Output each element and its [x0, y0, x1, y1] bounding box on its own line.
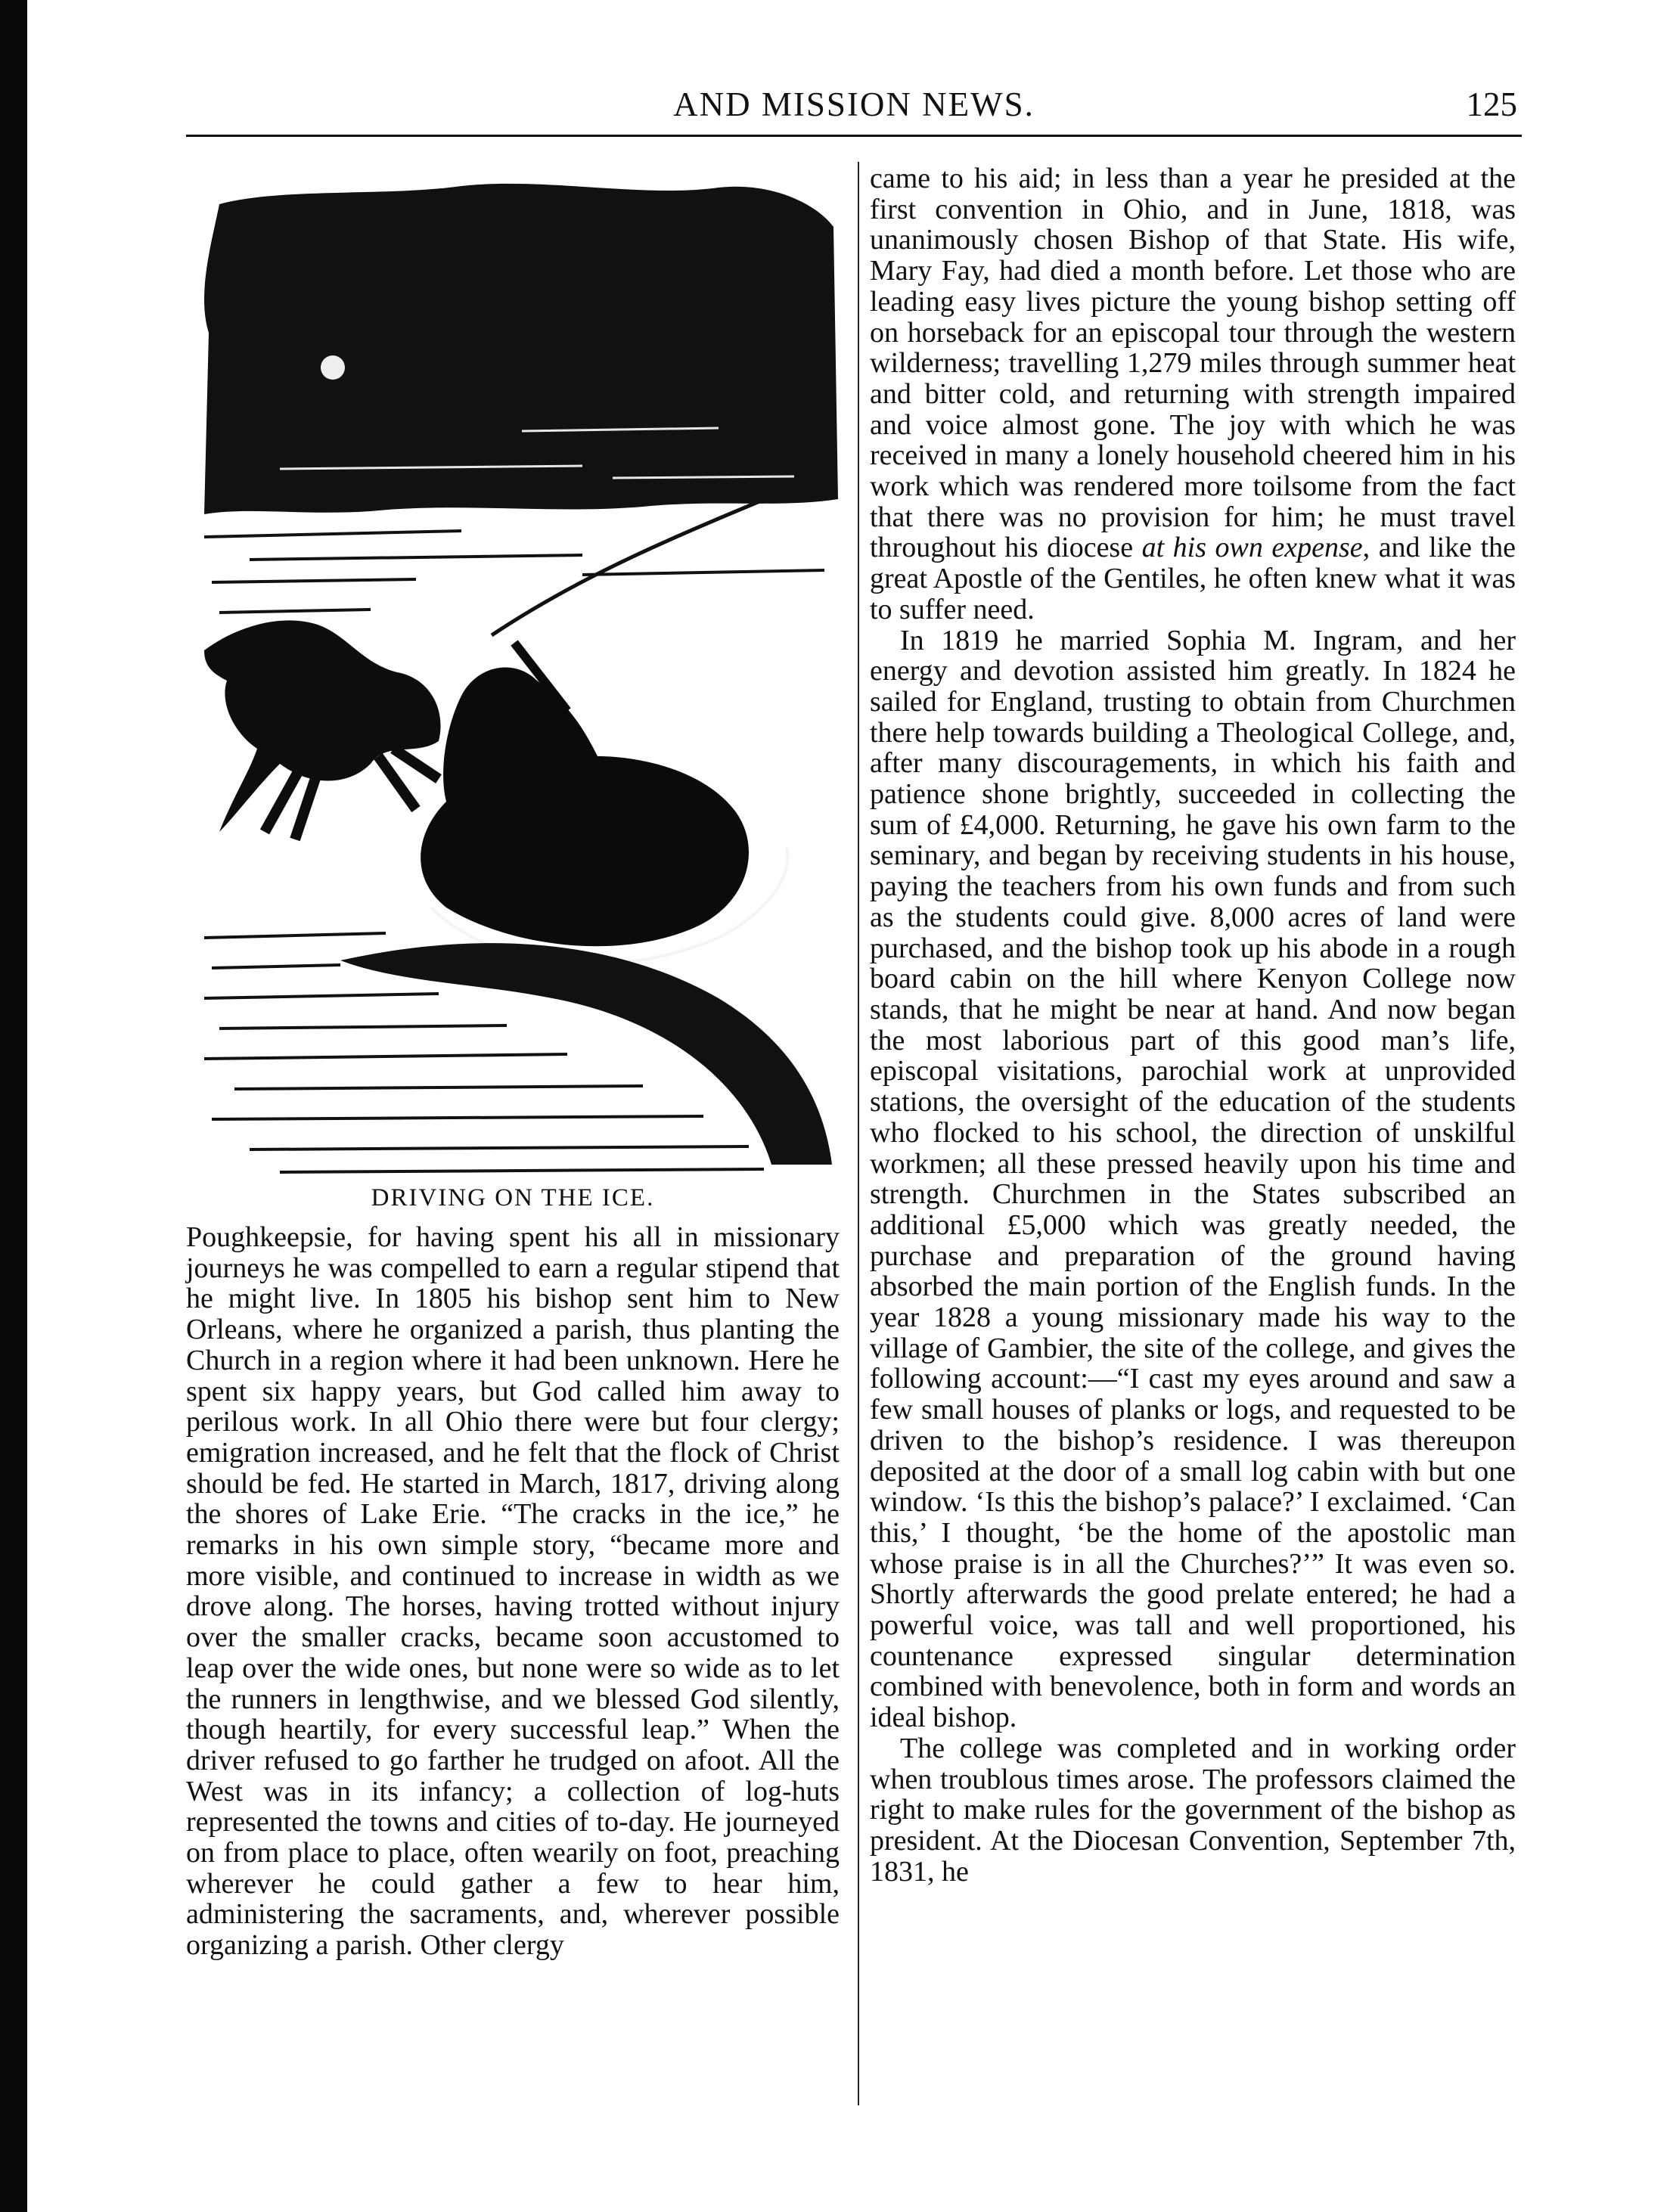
running-header — [186, 85, 1522, 137]
right-paragraph-1-text-a: came to his aid; in less than a year he presided at the first convention in Ohio, and in June, 1818, was unanimously chosen Bishop of that State. His wife, Mary Fay, had died a month before. Let those who are leading easy lives picture the young bishop setting off on horseback for an episcopal tour through the western wilderness; travelling 1,279 miles through summer heat and bitter cold, and returning with strength impaired and voice almost gone. The joy with which he was received in many a lonely household cheered him in his work which was rendered more toilsome from the fact that there was no provision for him; he must travel throughout his diocese — [870, 163, 1516, 564]
right-paragraph-1 — [870, 163, 1516, 625]
right-paragraph-1-text-b: , and like the great Apostle of the Gentiles, he often knew what it was to suffer need. — [870, 532, 1516, 625]
running-title: AND MISSION NEWS. — [673, 85, 1035, 123]
page-binding-edge — [0, 0, 27, 2212]
column-divider — [858, 162, 859, 2105]
right-paragraph-3: The college was completed and in working order when troublous times arose. The professors claimed the right to make rules for the government of the bishop as president. At the Diocesan Convention, September 7th, 1831, he — [870, 1732, 1516, 1888]
emphasis-own-expense: at his own expense — [1141, 532, 1363, 564]
right-paragraph-2: In 1819 he married Sophia M. Ingram, and her energy and devotion assisted him greatly. In 1824 he sailed for England, trusting to obtain from Churchmen there help towards building a Theological College, and, after many discouragements, in which his faith and patience shone brightly, succeeded in collecting the sum of £4,000. Returning, he gave his own farm to the seminary, and began by receiving students in his house, paying the teachers from his own funds and from such as the students could give. 8,000 acres of land were purchased, and the bishop took up his abode in a rough board cabin on the hill where Kenyon College now stands, that he might be near at hand. And now began the most laborious part of this good man’s life, episcopal visitations, parochial work at unprovided stations, the oversight of the education of the students who flocked to his school, the direction of unskilful workmen; all these pressed heavily upon his time and strength. Churchmen in the States subscribed an additional £5,000 which was greatly needed, the purchase and preparation of the ground having absorbed the main portion of the English funds. In the year 1828 a young missionary made his way to the village of Gambier, the site of the college, and gives the following account:—“I cast my eyes around and saw a few small houses of planks or logs, and requested to be driven to the bishop’s residence. I was thereupon deposited at the door of a small log cabin with but one window. ‘Is this the bishop’s palace?’ I exclaimed. ‘Can this,’ I thought, ‘be the home of the apostolic man whose praise is in all the Churches?’” It was even so. Shortly afterwards the good prelate entered; he had a powerful voice, was tall and well proportioned, his countenance expressed singular determination combined with benevolence, both in form and words an ideal bishop. — [870, 624, 1516, 1734]
left-paragraph-1: Poughkeepsie, for having spent his all in missionary journeys he was compelled to earn a regular stipend that he might live. In 1805 his bishop sent him to New Orleans, where he organized a parish, thus planting the Church in a region where it had been unknown. Here he spent six happy years, but God called him away to perilous work. In all Ohio there were but four clergy; emigration increased, and he felt that the flock of Christ should be fed. He started in March, 1817, driving along the shores of Lake Erie. “The cracks in the ice,” he remarks in his own simple story, “became more and more visible, and continued to increase in width as we drove along. The horses, having trotted without injury over the smaller cracks, became soon accustomed to leap over the wide ones, but none were so wide as to let the runners in lengthwise, and we blessed God silently, though heartily, for every successful leap.” When the driver refused to go farther he trudged on afoot. All the West was in its infancy; a collection of log-huts represented the towns and cities of to-day. He journeyed on from place to place, often wearily on foot, preaching wherever he could gather a few to hear him, administering the sacraments, and, wherever possible organizing a parish. Other clergy — [186, 1221, 840, 1962]
illustration-caption: DRIVING ON THE ICE. — [371, 1184, 655, 1211]
page-number: 125 — [1466, 85, 1517, 123]
driving-on-ice-engraving — [189, 181, 840, 1187]
left-column — [186, 1222, 840, 1961]
right-column — [870, 163, 1516, 1887]
